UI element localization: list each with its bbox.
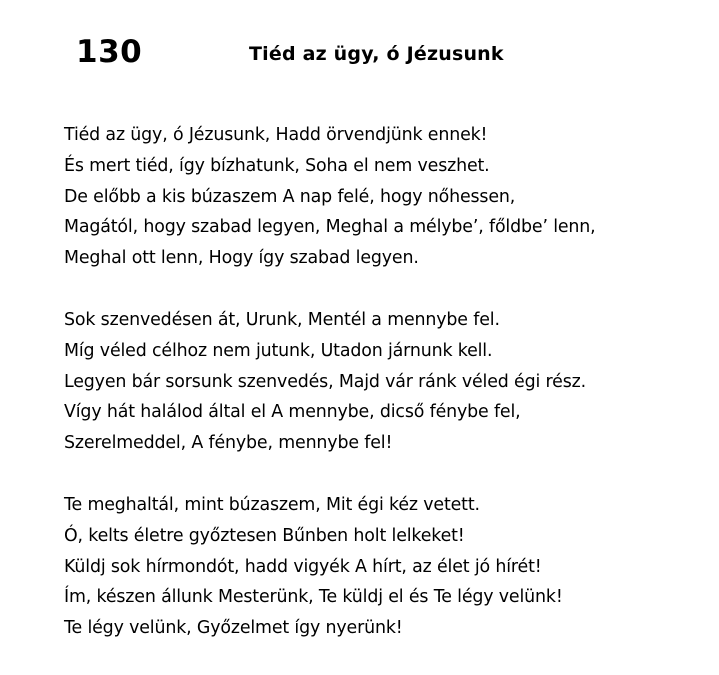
lyric-line: Legyen bár sorsunk szenvedés, Majd vár ránk véled égi rész. bbox=[64, 371, 586, 392]
lyric-line: Meghal ott lenn, Hogy így szabad legyen. bbox=[64, 248, 419, 269]
lyric-line: De előbb a kis búzaszem A nap felé, hogy nőhessen, bbox=[64, 186, 516, 207]
stanza-3 bbox=[64, 490, 704, 644]
lyric-line: Vígy hát halálod által el A mennybe, dicső fénybe fel, bbox=[64, 402, 521, 423]
lyric-line: És mert tiéd, így bízhatunk, Soha el nem veszhet. bbox=[64, 155, 490, 176]
lyric-line: Szerelmeddel, A fénybe, mennybe fel! bbox=[64, 433, 393, 454]
lyric-line: Sok szenvedésen át, Urunk, Mentél a mennybe fel. bbox=[64, 309, 500, 330]
lyric-line: Míg véled célhoz nem jutunk, Utadon járnunk kell. bbox=[64, 340, 493, 361]
lyric-line: Te légy velünk, Győzelmet így nyerünk! bbox=[64, 618, 403, 639]
stanza-2 bbox=[64, 305, 704, 459]
hymn-lyrics bbox=[64, 120, 704, 675]
stanza-1 bbox=[64, 120, 704, 274]
lyric-line: Küldj sok hírmondót, hadd vigyék A hírt, az élet jó hírét! bbox=[64, 556, 542, 577]
lyric-line: Magától, hogy szabad legyen, Meghal a mélybe’, főldbe’ lenn, bbox=[64, 217, 596, 238]
lyric-line: Ím, készen állunk Mesterünk, Te küldj el és Te légy velünk! bbox=[64, 587, 563, 608]
hymn-title: Tiéd az ügy, ó Jézusunk bbox=[249, 43, 504, 65]
lyric-line: Tiéd az ügy, ó Jézusunk, Hadd örvendjünk ennek! bbox=[64, 125, 488, 145]
lyric-line: Te meghaltál, mint búzaszem, Mit égi kéz vetett. bbox=[64, 494, 480, 515]
hymn-number: 130 bbox=[76, 34, 143, 70]
hymn-header bbox=[0, 34, 719, 74]
lyric-line: Ó, kelts életre győztesen Bűnben holt lelkeket! bbox=[64, 525, 465, 546]
